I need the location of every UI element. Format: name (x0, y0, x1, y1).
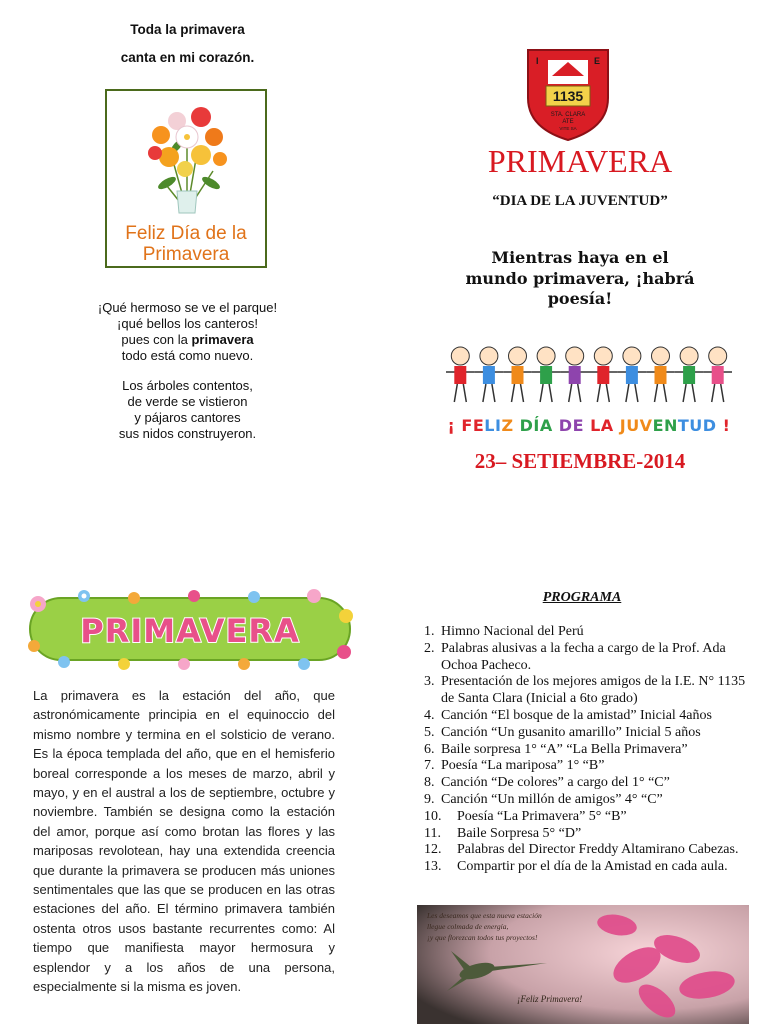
child-figure (589, 347, 618, 402)
program-item-text: Canción “Un millón de amigos” 4° “C” (441, 791, 663, 807)
crest-number: 1135 (552, 88, 584, 104)
program-item (424, 842, 754, 859)
program-item-text: Poesía “La Primavera” 5° “B” (457, 808, 627, 824)
banner-letter-group: TUD (677, 416, 717, 435)
school-crest-logo (524, 46, 612, 142)
banner-letter-group: DÍA (519, 416, 559, 435)
stanza-1-line-4: todo está como nuevo. (121, 348, 254, 363)
program-item (424, 792, 754, 809)
banner-letter-group: FE (461, 416, 485, 435)
child-figure (503, 347, 532, 402)
stanza-2-line-1: Los árboles contentos, (122, 378, 253, 393)
program-item (424, 708, 754, 725)
quote-line-2: mundo primavera, ¡habrá (465, 268, 695, 288)
child-figure (618, 347, 647, 402)
stanza-1-line-3-text: pues con la (121, 332, 192, 347)
program-item-number: 4. (424, 707, 435, 723)
program-item-number: 12. (424, 842, 442, 858)
program-item-number: 2. (424, 640, 435, 656)
banner-letter-group: JUV (619, 416, 653, 435)
crest-letter-e: E (594, 56, 601, 66)
photo-message-line-2: llegue colmada de energía, (427, 922, 509, 931)
card-caption-line-2: Primavera (142, 244, 230, 265)
quote-line-3: poesía! (547, 289, 613, 308)
banner-letter-group: LA (590, 416, 620, 435)
photo-caption: ¡Feliz Primavera! (517, 994, 583, 1004)
child-figure (646, 347, 675, 402)
program-item-number: 13. (424, 859, 442, 875)
cover-title: PRIMAVERA (487, 143, 673, 179)
stanza-1 (60, 300, 315, 364)
program-item-number: 11. (424, 825, 441, 841)
program-item-number: 7. (424, 758, 435, 774)
stanza-1-line-1: ¡Qué hermoso se ve el parque! (97, 300, 278, 315)
stanza-1-bold-word: primavera (191, 332, 254, 347)
stanza-1-line-2: ¡qué bellos los canteros! (117, 316, 258, 331)
feliz-dia-juventud-banner (446, 416, 732, 435)
banner-letter-group: DE (558, 416, 591, 435)
program-item (424, 624, 754, 641)
program-item-text: Baile sorpresa 1° “A” “La Bella Primavera” (441, 741, 688, 757)
program-item-text: Canción “Un gusanito amarillo” Inicial 5 años (441, 724, 701, 740)
primavera-banner-image (24, 588, 356, 670)
stanza-2-line-2: de verde se vistieron (127, 394, 248, 409)
program-item-text: Palabras alusivas a la fecha a cargo de la Prof. Ada Ochoa Pacheco. (441, 640, 726, 673)
hummingbird-photo (417, 905, 749, 1024)
card-caption-line-1: Feliz Día de la (125, 223, 247, 244)
program-item-number: 5. (424, 724, 435, 740)
banner-letter-group: LI (484, 416, 502, 435)
child-figure (703, 347, 732, 402)
flower-card (105, 89, 267, 268)
child-figure (532, 347, 561, 402)
program-item (424, 742, 754, 759)
stanza-2-line-3: y pájaros cantores (134, 410, 241, 425)
crest-line-1: STA. CLARA (550, 112, 586, 118)
child-figure (475, 347, 504, 402)
program-item (424, 775, 754, 792)
banner-word: PRIMAVERA (80, 612, 300, 650)
program-item (424, 725, 754, 742)
quote-line-1: Mientras haya en el (491, 248, 669, 267)
program-item-text: Canción “De colores” a cargo del 1° “C” (441, 775, 670, 791)
poem-title-line-1: Toda la primavera (130, 22, 245, 37)
program-item (424, 859, 754, 876)
program-item (424, 809, 754, 826)
child-figure (675, 347, 704, 402)
photo-message-line-3: ¡y que florezcan todos tus proyectos! (427, 933, 538, 942)
program-item-text: Compartir por el día de la Amistad en cada aula. (457, 859, 728, 875)
banner-letter-group: EN (652, 416, 678, 435)
program-item (424, 826, 754, 843)
event-date: 23– SETIEMBRE-2014 (474, 449, 686, 473)
crest-letter-i: I (536, 56, 539, 66)
program-item-text: Himno Nacional del Perú (441, 624, 584, 639)
program-item-number: 9. (424, 791, 435, 807)
cover-subtitle: “DIA DE LA JUVENTUD” (492, 193, 668, 209)
program-item (424, 674, 754, 708)
banner-letter-group: Z (501, 416, 520, 435)
program-heading: PROGRAMA (542, 590, 622, 605)
program-item (424, 641, 754, 675)
program-item-number: 3. (424, 674, 435, 690)
child-figure (446, 347, 475, 402)
program-list (424, 624, 754, 876)
crest-line-3: VITE SA (559, 126, 577, 131)
quote-block (450, 248, 710, 310)
program-item (424, 758, 754, 775)
program-item-number: 10. (424, 808, 442, 824)
child-figure (560, 347, 589, 402)
photo-message-line-1: Les deseamos que esta nueva estación (427, 911, 542, 920)
banner-letter-group: ¡ (447, 416, 462, 435)
program-item-text: Baile Sorpresa 5° “D” (457, 825, 582, 841)
program-item-number: 8. (424, 775, 435, 791)
program-item-text: Presentación de los mejores amigos de la I.E. N° 1135 de Santa Clara (Inicial a 6to grado) (441, 674, 746, 707)
program-item-text: Canción “El bosque de la amistad” Inicial 4años (441, 707, 712, 723)
crest-line-2: ATE (562, 119, 574, 125)
program-item-number: 1. (424, 624, 435, 639)
article-paragraph: La primavera es la estación del año, que astronómicamente principia en el equinoccio del mismo nombre y termina en el solsticio de verano. Es la época templada del año, que en el hemisferio boreal corresponde a los meses de marzo, abril y mayo, y en el austral a los de septiembre, octubre y noviembre. También se designa como la estación del amor, porque así como brotan las flores y las mariposas revolotean, hay una extendida creencia que durante la primavera se producen más uniones sentimentales que las que se producen en las otras estaciones del año. El término primavera también ostenta otros usos bastante recurrentes como: Al tiempo que manifiesta mayor hermosura y esplendor y a los años de una persona, especialmente si la misma es joven. (33, 688, 335, 995)
program-item-number: 6. (424, 741, 435, 757)
program-item-text: Poesía “La mariposa” 1° “B” (441, 758, 605, 774)
stanza-2-line-4: sus nidos construyeron. (118, 426, 257, 441)
stanza-1-line-3 (60, 332, 315, 348)
banner-letter-group: ! (716, 416, 731, 435)
poem-title-line-2: canta en mi corazón. (120, 50, 255, 65)
stanza-2 (60, 378, 315, 442)
program-item-text: Palabras del Director Freddy Altamirano Cabezas. (457, 842, 739, 858)
